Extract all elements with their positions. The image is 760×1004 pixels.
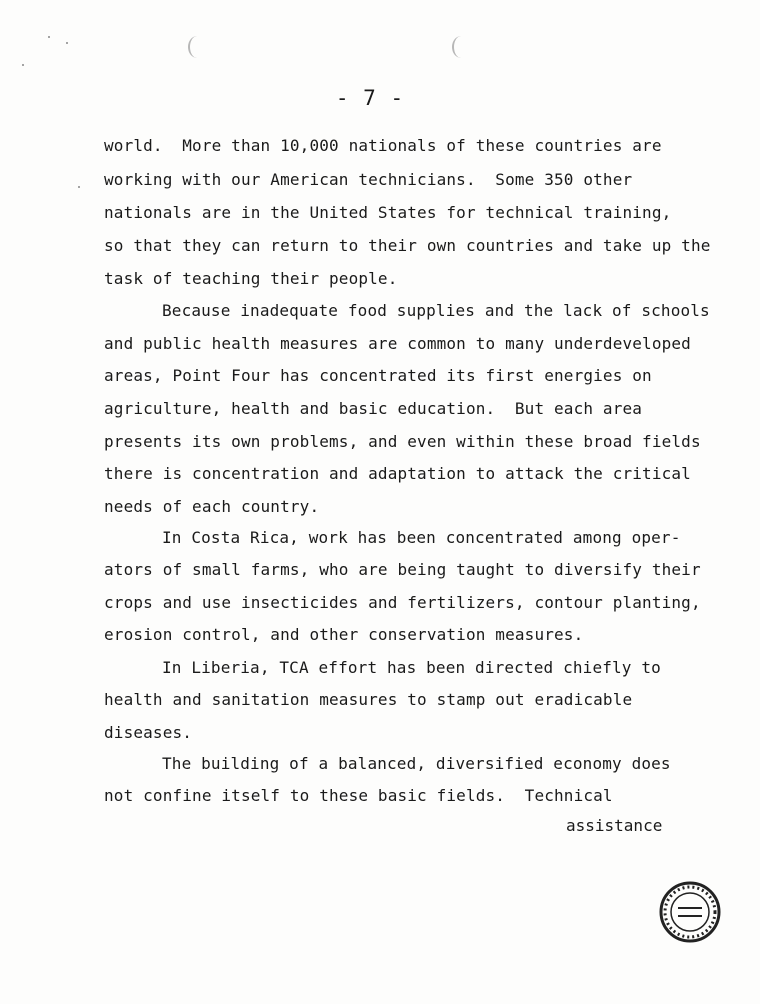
body-line: and public health measures are common to many underdeveloped [104,334,691,353]
paragraph-first-line: The building of a balanced, diversified economy does [162,754,671,773]
catchword: assistance [566,816,663,835]
body-line: not confine itself to these basic fields. Technical [104,786,613,805]
body-line: crops and use insecticides and fertilizers, contour planting, [104,593,701,612]
paragraph-first-line: Because inadequate food supplies and the lack of schools [162,301,710,320]
page-number: - 7 - [335,86,405,110]
body-line: agriculture, health and basic education. But each area [104,399,643,418]
body-line: nationals are in the United States for technical training, [104,203,672,222]
body-line: there is concentration and adaptation to attack the critical [104,464,691,483]
paper-speck [66,42,68,44]
body-line: so that they can return to their own countries and take up the [104,236,711,255]
body-line: task of teaching their people. [104,269,398,288]
body-line: erosion control, and other conservation measures. [104,625,584,644]
paper-speck [48,36,50,38]
punch-hole-mark [452,36,470,58]
body-line: world. More than 10,000 nationals of these countries are [104,136,662,155]
body-line: areas, Point Four has concentrated its first energies on [104,366,652,385]
paragraph-first-line: In Liberia, TCA effort has been directed chiefly to [162,658,661,677]
paper-speck [22,64,24,66]
paper-speck [78,186,80,188]
body-line: working with our American technicians. Some 350 other [104,170,633,189]
body-line: health and sanitation measures to stamp out eradicable [104,690,633,709]
body-line: presents its own problems, and even within these broad fields [104,432,701,451]
punch-hole-mark [188,36,206,58]
paragraph-first-line: In Costa Rica, work has been concentrated among oper- [162,528,681,547]
library-seal-stamp [658,880,722,944]
body-line: needs of each country. [104,497,320,516]
body-line: diseases. [104,723,193,742]
body-line: ators of small farms, who are being taught to diversify their [104,560,701,579]
